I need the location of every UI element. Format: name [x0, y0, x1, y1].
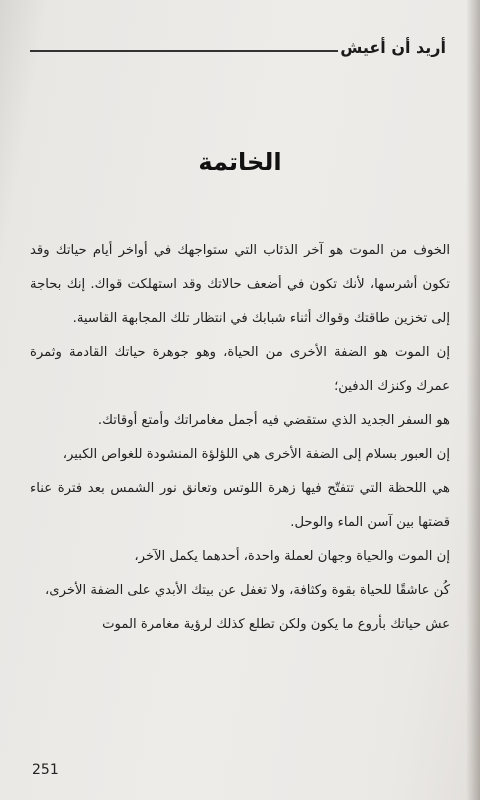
header-rule — [30, 50, 338, 52]
paragraph: إن الموت والحياة وجهان لعملة واحدة، أحدهما يكمل الآخر، — [134, 549, 450, 564]
body-text — [30, 234, 450, 642]
page-edge-shadow — [466, 0, 480, 800]
chapter-title: الخاتمة — [198, 148, 282, 176]
paragraph: كُن عاشقًا للحياة بقوة وكثافة، ولا تغفل عن بيتك الأبدي على الضفة الأخرى، — [45, 583, 450, 598]
paragraph: هي اللحظة التي تتفتّح فيها زهرة اللوتس وتعانق نور الشمس بعد فترة عناء قضتها بين آسن الماء والوحل. — [30, 481, 450, 530]
running-header — [30, 38, 446, 66]
book-title: أريد أن أعيش — [340, 38, 446, 57]
paragraph: عش حياتك بأروع ما يكون ولكن تطلع كذلك لرؤية مغامرة الموت — [102, 617, 450, 632]
paragraph: هو السفر الجديد الذي ستقضي فيه أجمل مغامراتك وأمتع أوقاتك. — [97, 413, 450, 428]
paragraph: إن العبور بسلام إلى الضفة الأخرى هي اللؤلؤة المنشودة للغواص الكبير، — [62, 447, 450, 462]
page-number: 251 — [32, 762, 59, 778]
paragraph: الخوف من الموت هو آخر الذئاب التي ستواجهك في أواخر أيام حياتك وقد تكون أشرسها، لأنك تكون في أضعف حالاتك وقد استهلكت قواك. إنك بحاجة إلى تخزين طاقتك وقواك أثناء شبابك في انتظار تلك المجابهة القاسية. — [30, 243, 450, 326]
paragraph: إن الموت هو الضفة الأخرى من الحياة، وهو جوهرة حياتك القادمة وثمرة عمرك وكنزك الدفين؛ — [30, 345, 450, 394]
